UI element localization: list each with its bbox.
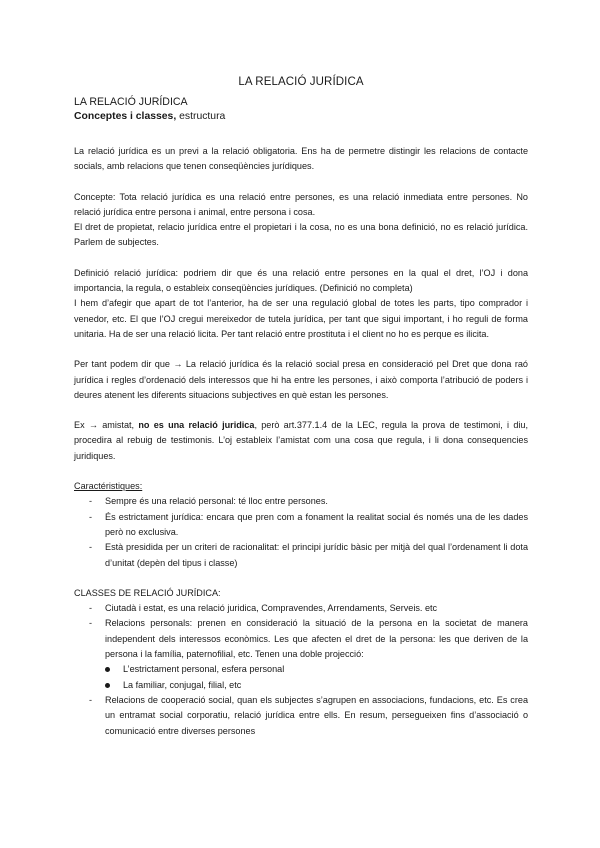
example-start: Ex → amistat, xyxy=(74,420,139,431)
sub-list-item: L’estrictament personal, esfera personal xyxy=(105,662,528,677)
list-item-text: Relacions personals: prenen en consideració la situació de la persona en la societat de manera independent dels interessos econòmics. Les que afecten el dret de la persona: les que deriven de la persona i la família, paternofilial, etc. Tenen una doble projecció: xyxy=(105,618,528,660)
characteristics-label: Caractéristiques: xyxy=(74,481,143,492)
example-rest: , però art.377.1.4 de la LEC, regula la prova de testimoni, i diu, procedira al rebuig de testimonis. L’oj estableix l’amistat com una cosa que regula, i li dona consequencies juridiques. xyxy=(74,420,528,461)
section-heading: LA RELACIÓ JURÍDICA xyxy=(74,96,188,108)
summary-paragraph: Per tant podem dir que → La relació jurídica és la relació social presa en consideració pel Dret que dona raó jurídica i regles d’ordenació dels interessos que hi ha entre les persones, i això comporta l’atribució de poders i deures atenent les diferents situacions subjectives en què estan les persones. xyxy=(74,359,528,400)
list-item xyxy=(74,616,528,692)
intro-paragraph: La relació jurídica es un previ a la relació obligatoria. Ens ha de permetre distingir les relacions de contacte socials, amb relacions que tenen conseqüències jurídiques. xyxy=(74,146,528,172)
concept-paragraph-2: El dret de propietat, relacio jurídica entre el propietari i la cosa, no es una bona definició, no es relació jurídica. Parlem de subjectes. xyxy=(74,222,528,248)
concept-paragraph: Concepte: Tota relació jurídica es una relació entre persones, es una relació inmediata entre persones. No relació jurídica entre persona i animal, entre persona i cosa. xyxy=(74,191,528,217)
document-body xyxy=(74,76,528,739)
classes-label: CLASSES DE RELACIÓ JURÍDICA: xyxy=(74,587,221,598)
sub-list xyxy=(105,662,528,693)
sub-list-item: La familiar, conjugal, filial, etc xyxy=(105,678,528,693)
list-item: - Està presidida per un criteri de racionalitat: el principi jurídic bàsic per mitjà del qual l’ordenament li dota d’unitat (depèn del tipus i classe) xyxy=(74,540,528,571)
list-item: - És estrictament jurídica: encara que pren com a fonament la realitat social és només una de les dades però no exclusiva. xyxy=(74,510,528,541)
list-item: - Sempre és una relació personal: té lloc entre persones. xyxy=(74,494,528,509)
definition-paragraph-2: I hem d’afegir que apart de tot l’anterior, ha de ser una regulació global de totes les parts, tipo comprador i venedor, etc. El que l’OJ cregui mereixedor de tutela jurídica, per tant que sigui important, i ho reguli de forma unitaria. Ha de ser una relació licita. Per tant relació entre prostituta i el client no ho es perque es ilicita. xyxy=(74,298,528,339)
classes-list xyxy=(74,601,528,739)
page-title: LA RELACIÓ JURÍDICA xyxy=(238,76,364,88)
definition-paragraph: Definició relació jurídica: podriem dir que és una relació entre persones en la qual el dret, l’OJ i dona importancia, la regula, o estableix conseqüències jurídiques. (Definició no completa) xyxy=(74,267,528,294)
example-bold: no es una relació juridica xyxy=(138,420,255,431)
subheading-bold: Conceptes i classes, xyxy=(74,111,177,122)
characteristics-list xyxy=(74,494,528,570)
subheading-normal: estructura xyxy=(176,111,226,122)
example-paragraph xyxy=(74,418,528,464)
section-subheading xyxy=(74,111,528,122)
list-item: - Relacions de cooperació social, quan els subjectes s’agrupen en associacions, fundacions, etc. Es crea un entramat social corporatiu, relació jurídica entre ells. En resum, persegueixen fins d’associació o comunicació entre diverses persones xyxy=(74,693,528,739)
list-item: - Ciutadà i estat, es una relació juridica, Compravendes, Arrendaments, Serveis. etc xyxy=(74,601,528,616)
